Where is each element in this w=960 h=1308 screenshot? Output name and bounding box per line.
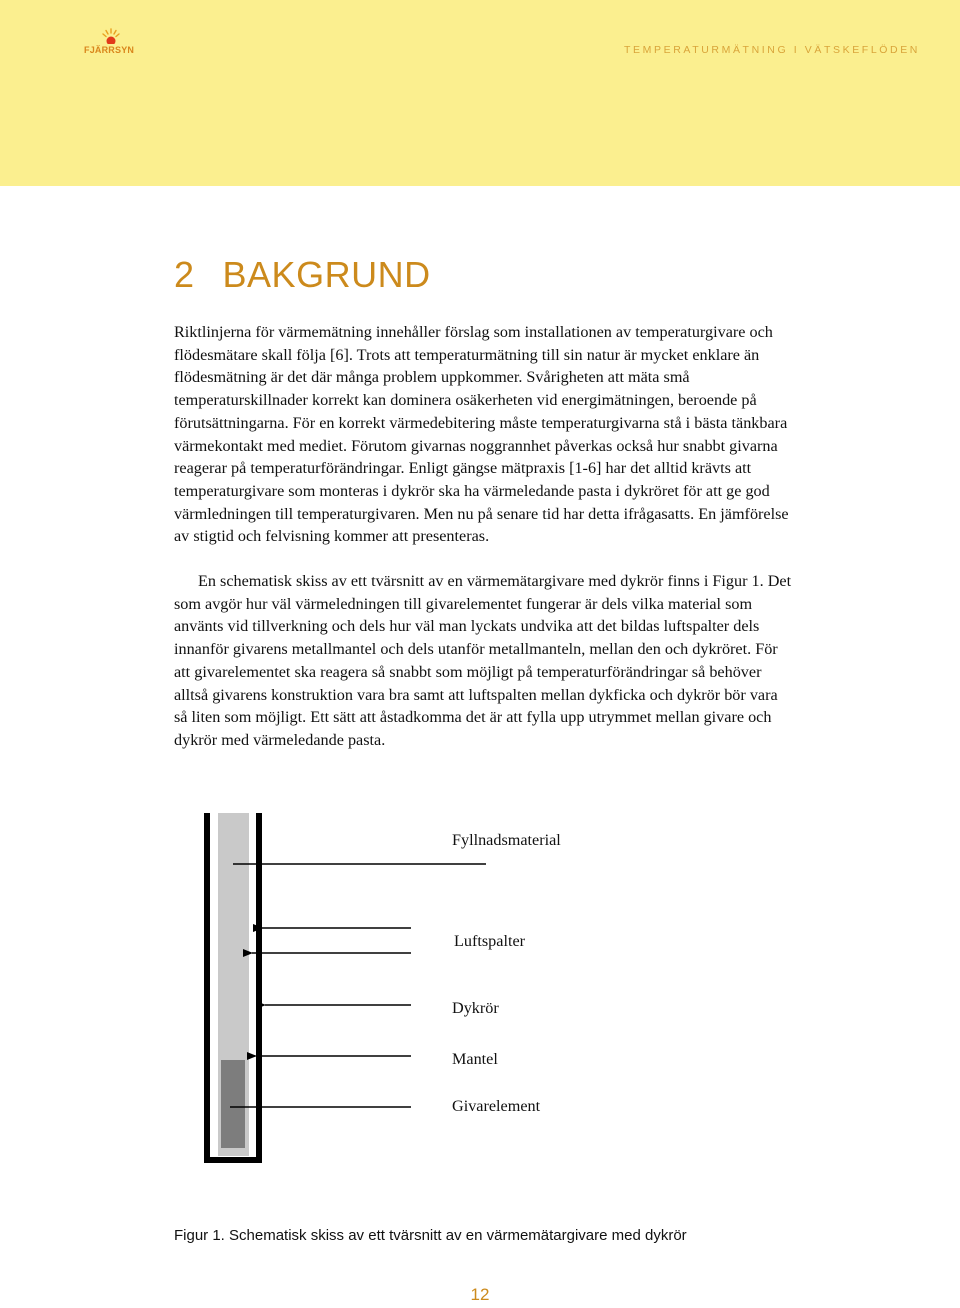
figure-1 (0, 800, 960, 1180)
paragraph-text: En schematisk skiss av ett tvärsnitt av en värmemätargivare med dykrör finns i Figur 1. Det som avgör hur väl värmeledningen till givarelementet fungerar är dels vilka material som använts vid tillverkning och dels hur väl man lyckats undvika att det bildas luftspalter dels innanför givarens metallmantel och dels utanför metallmanteln, mellan den och dykröret. För att givarelementet ska reagera så snabbt som möjligt på temperaturförändringar så behöver alltså givarens konstruktion vara bra samt att luftspalten mellan dykficka och dykrör bör vara så liten som möjligt. Ett sätt att åstadkomma det är att fylla upp utrymmet mellan givare och dykrör med värmeledande pasta. (174, 572, 792, 749)
label-tube: Dykrör (452, 999, 499, 1017)
logo-text: FJÄRRSYN (84, 45, 135, 55)
fjarrsyn-logo (84, 28, 138, 58)
givarelement (221, 1060, 245, 1148)
section-heading (174, 254, 431, 296)
page-number: 12 (470, 1285, 490, 1304)
paragraph-2 (174, 570, 794, 752)
paragraph-1 (174, 321, 794, 548)
label-fill: Fyllnadsmaterial (452, 831, 561, 849)
label-sheath: Mantel (452, 1050, 498, 1068)
label-air: Luftspalter (454, 932, 526, 950)
running-title: TEMPERATURMÄTNING I VÄTSKEFLÖDEN (624, 44, 920, 56)
sensor-diagram (0, 800, 960, 1180)
section-number: 2 (174, 254, 195, 295)
header-band (0, 0, 960, 186)
paragraph-text: Riktlinjerna för värmemätning innehåller förslag som installationen av temperaturgivare och flödesmätare skall följa [6]. Trots att temperaturmätning till sin natur är mycket enklare än flödesmätning är det där många problem uppkommer. Svårigheten att mäta små temperaturskillnader korrekt kan dominera osäkerheten vid energimätningen, beroende på förutsättningarna. För en korrekt värmedebitering måste temperaturgivarna stå i bästa tänkbara värmekontakt med mediet. Förutom givarnas noggrannhet påverkas också hur snabbt givarna reagerar på temperaturförändringar. Enligt gängse mätpraxis [1-6] har det alltid krävts att temperaturgivare som monteras i dykrör ska ha värmeledande pasta i dykröret för att ge god värmledningen till temperaturgivaren. Men nu på senare tid har detta ifrågasatts. En jämförelse av stigtid och felvisning kommer att presenteras. (174, 323, 789, 546)
sun-icon (100, 28, 122, 44)
section-title: BAKGRUND (222, 254, 431, 295)
figure-caption: Figur 1. Schematisk skiss av ett tvärsnitt av en värmemätargivare med dykrör (174, 1227, 687, 1244)
label-element: Givarelement (452, 1097, 541, 1115)
